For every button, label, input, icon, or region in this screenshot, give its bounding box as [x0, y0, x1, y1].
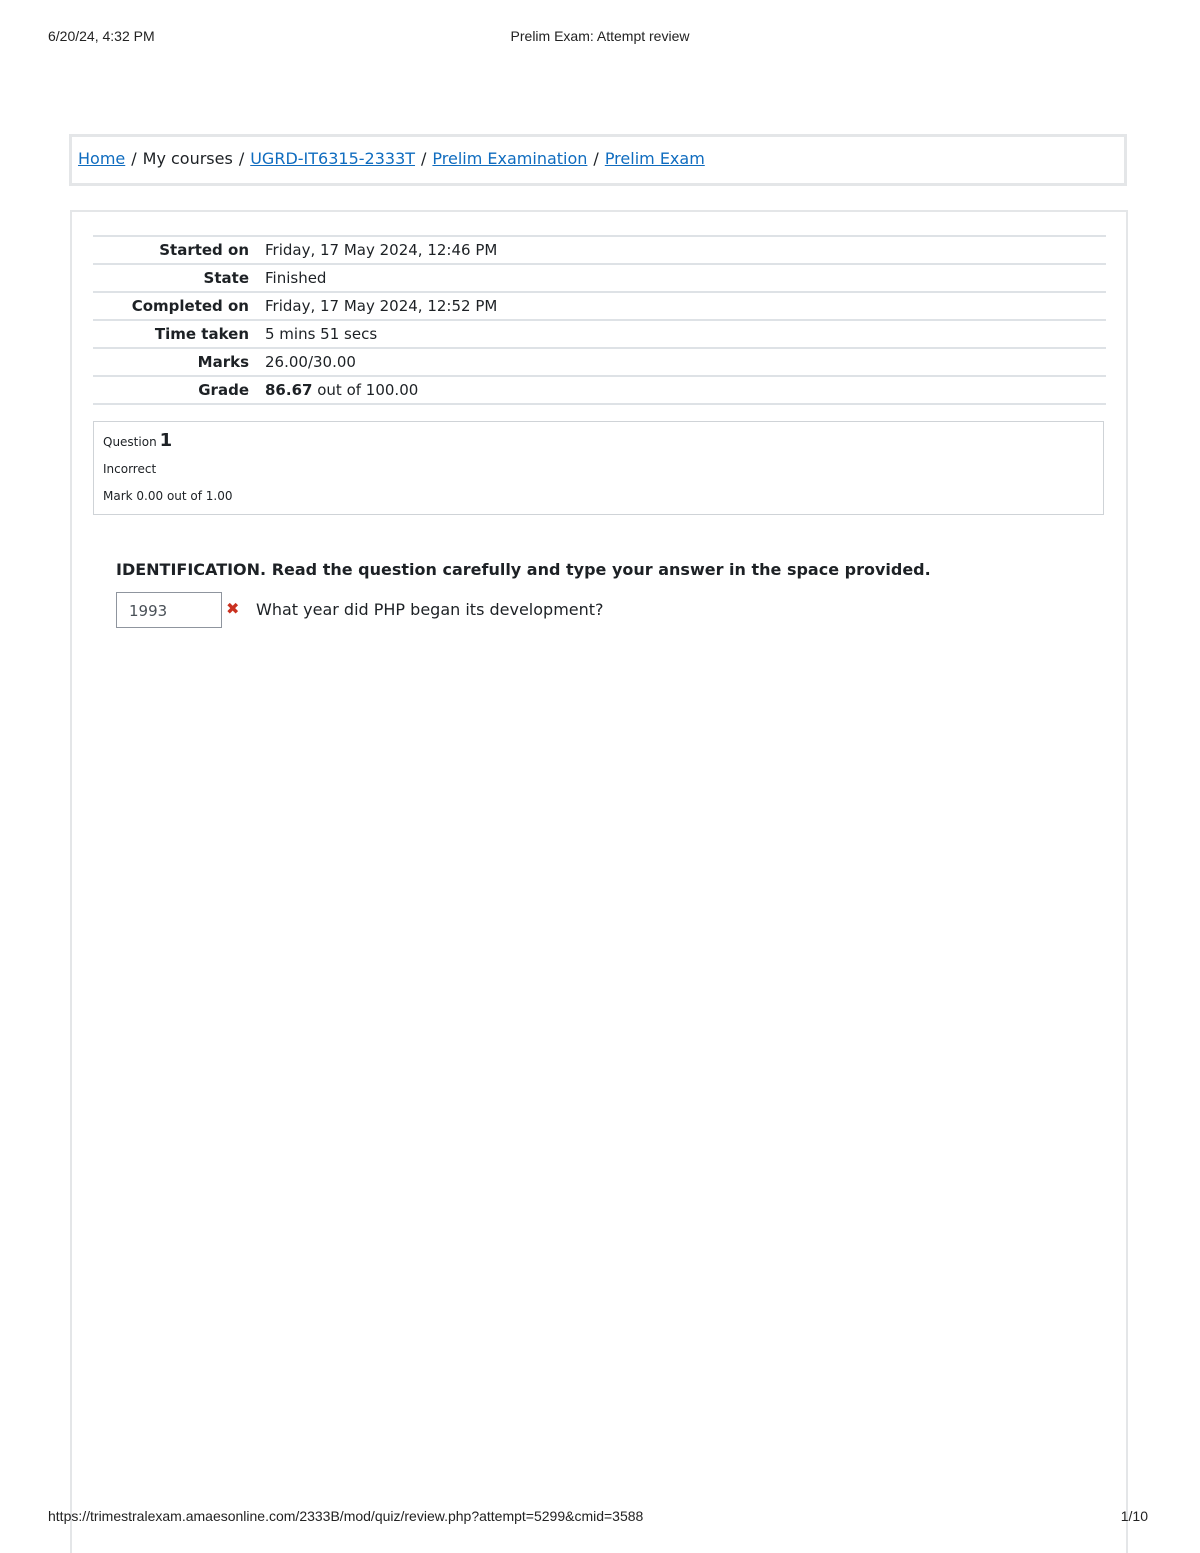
main-region [70, 210, 1128, 1553]
breadcrumb-activity-link[interactable]: Prelim Exam [604, 149, 705, 168]
breadcrumb-separator: / [593, 149, 599, 168]
started-on-value: Friday, 17 May 2024, 12:46 PM [265, 241, 498, 259]
marks-value: 26.00/30.00 [265, 353, 356, 371]
breadcrumb-my-courses: My courses [142, 149, 233, 168]
question-number [103, 430, 172, 451]
completed-on-value: Friday, 17 May 2024, 12:52 PM [265, 297, 498, 315]
question-mark: Mark 0.00 out of 1.00 [103, 489, 233, 503]
breadcrumb-home-link[interactable]: Home [78, 149, 126, 168]
question-instruction: IDENTIFICATION. Read the question carefully and type your answer in the space provided. [116, 560, 931, 579]
grade-suffix: out of 100.00 [317, 381, 419, 399]
grade-label: Grade [198, 381, 249, 399]
summary-row-started-on [93, 236, 1106, 264]
completed-on-label: Completed on [131, 297, 249, 315]
time-taken-label: Time taken [154, 325, 249, 343]
breadcrumb-separator: / [131, 149, 137, 168]
print-header [48, 28, 1152, 48]
breadcrumb [78, 149, 705, 168]
breadcrumb-course-link[interactable]: UGRD-IT6315-2333T [250, 149, 416, 168]
marks-label: Marks [197, 353, 249, 371]
summary-row-marks [93, 348, 1106, 376]
state-value: Finished [265, 269, 327, 287]
print-footer [48, 1508, 1152, 1528]
question-state: Incorrect [103, 462, 157, 476]
grade-cell [257, 376, 1106, 404]
print-page-number: 1/10 [1120, 1508, 1148, 1524]
time-taken-value: 5 mins 51 secs [265, 325, 378, 343]
breadcrumb-section-link[interactable]: Prelim Examination [432, 149, 588, 168]
question-number-value: 1 [159, 430, 173, 451]
print-page-title: Prelim Exam: Attempt review [510, 28, 690, 44]
question-label: Question [103, 435, 157, 449]
breadcrumb-bar [69, 134, 1127, 186]
attempt-summary-table [93, 235, 1106, 405]
summary-row-state [93, 264, 1106, 292]
summary-row-grade [93, 376, 1106, 404]
answer-input[interactable]: 1993 [116, 592, 222, 628]
question-content [116, 560, 1076, 620]
state-label: State [203, 269, 249, 287]
summary-row-time-taken [93, 320, 1106, 348]
started-on-label: Started on [159, 241, 249, 259]
summary-row-completed-on [93, 292, 1106, 320]
breadcrumb-separator: / [238, 149, 245, 168]
question-info-box [93, 421, 1104, 515]
cross-icon: ✖ [226, 599, 240, 618]
grade-value: 86.67 [265, 381, 313, 399]
breadcrumb-separator: / [421, 149, 427, 168]
print-datetime: 6/20/24, 4:32 PM [48, 28, 155, 44]
question-text: What year did PHP began its development? [256, 600, 604, 619]
print-url: https://trimestralexam.amaesonline.com/2333B/mod/quiz/review.php?attempt=5299&cmid=3588 [48, 1508, 644, 1524]
